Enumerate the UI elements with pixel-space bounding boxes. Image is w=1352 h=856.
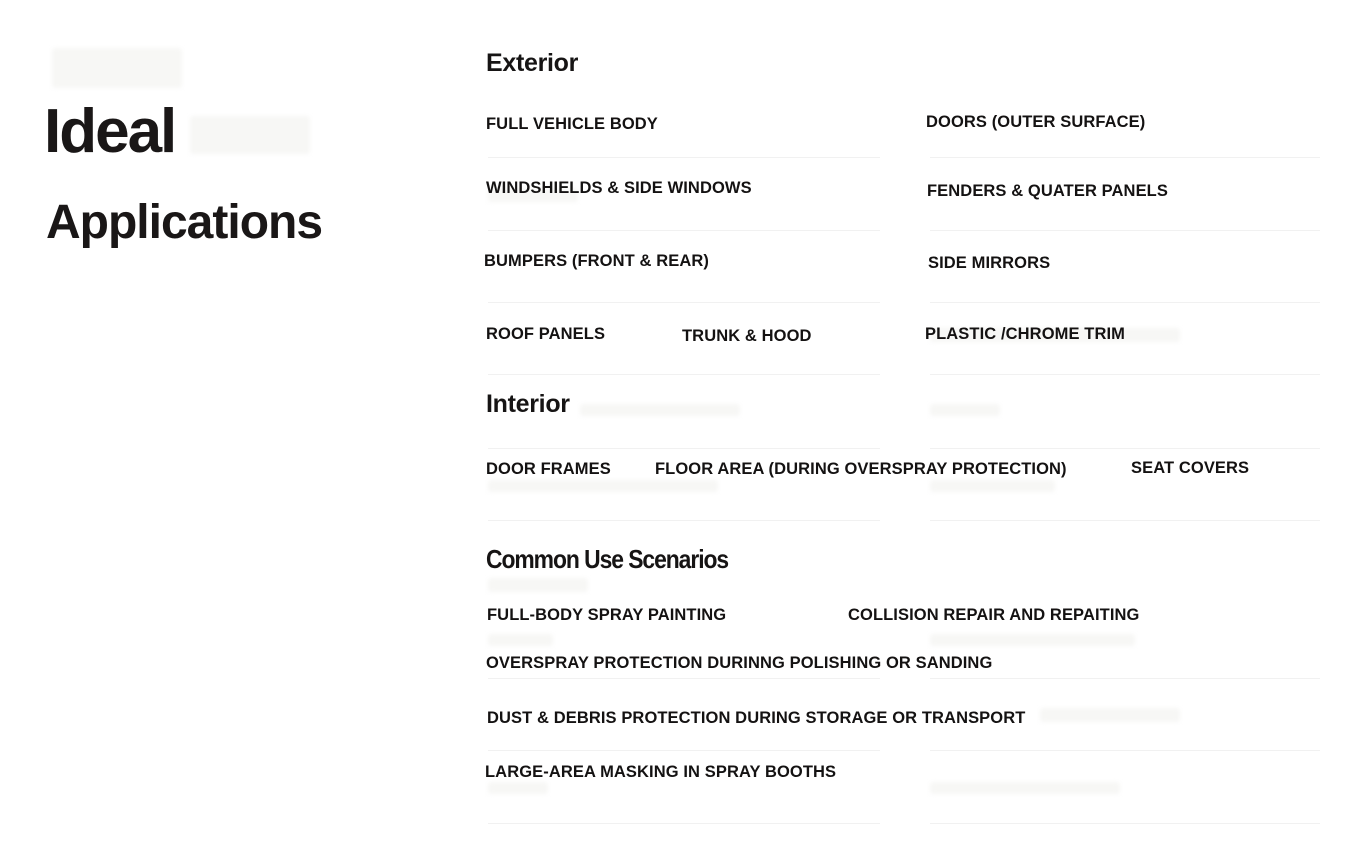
background-artifact <box>488 634 553 646</box>
divider <box>488 678 880 679</box>
divider <box>488 157 880 158</box>
background-artifact <box>488 782 548 794</box>
divider <box>488 374 880 375</box>
background-artifact <box>580 404 740 416</box>
divider <box>488 230 880 231</box>
interior-item-door-frames: DOOR FRAMES <box>486 460 611 478</box>
divider <box>930 678 1320 679</box>
interior-item-floor-area: FLOOR AREA (DURING OVERSPRAY PROTECTION) <box>655 460 1067 478</box>
divider <box>488 750 880 751</box>
exterior-item-bumpers: BUMPERS (FRONT & REAR) <box>484 252 709 270</box>
background-artifact <box>930 480 1055 492</box>
exterior-item-plastic-chrome-trim: PLASTIC /CHROME TRIM <box>925 325 1125 343</box>
background-artifact <box>488 578 588 592</box>
exterior-item-roof-panels: ROOF PANELS <box>486 325 606 343</box>
background-artifact <box>488 480 718 492</box>
page-title-line-1: Ideal <box>44 97 176 166</box>
background-artifact <box>930 782 1120 794</box>
exterior-item-trunk-hood: TRUNK & HOOD <box>682 327 812 345</box>
page-title-line-2: Applications <box>46 196 323 249</box>
divider <box>930 823 1320 824</box>
divider <box>488 448 880 449</box>
divider <box>930 157 1320 158</box>
section-heading-interior: Interior <box>486 390 570 418</box>
exterior-item-windshields-side-windows: WINDSHIELDS & SIDE WINDOWS <box>486 179 752 197</box>
exterior-item-doors-outer-surface: DOORS (OUTER SURFACE) <box>926 113 1146 131</box>
interior-item-seat-covers: SEAT COVERS <box>1131 459 1250 477</box>
background-artifact <box>1040 708 1180 722</box>
section-heading-exterior: Exterior <box>486 49 579 77</box>
exterior-item-full-vehicle-body: FULL VEHICLE BODY <box>486 115 658 133</box>
divider <box>930 750 1320 751</box>
scenario-item-full-body-spray-painting: FULL-BODY SPRAY PAINTING <box>487 606 727 624</box>
divider <box>488 520 880 521</box>
background-artifact <box>190 116 310 154</box>
section-heading-common-use-scenarios: Common Use Scenarios <box>486 544 729 574</box>
divider <box>930 302 1320 303</box>
divider <box>930 520 1320 521</box>
exterior-item-side-mirrors: SIDE MIRRORS <box>928 254 1051 272</box>
scenario-item-large-area-masking: LARGE-AREA MASKING IN SPRAY BOOTHS <box>485 763 837 781</box>
background-artifact <box>52 48 182 88</box>
divider <box>488 302 880 303</box>
background-artifact <box>930 404 1000 416</box>
background-artifact <box>930 634 1135 646</box>
divider <box>930 230 1320 231</box>
scenario-item-overspray-protection: OVERSPRAY PROTECTION DURINNG POLISHING OR SANDING <box>486 654 993 672</box>
divider <box>930 374 1320 375</box>
divider <box>930 448 1320 449</box>
exterior-item-fenders-quarter-panels: FENDERS & QUATER PANELS <box>927 182 1168 200</box>
divider <box>488 823 880 824</box>
scenario-item-dust-debris-protection: DUST & DEBRIS PROTECTION DURING STORAGE OR TRANSPORT <box>487 709 1026 727</box>
scenario-item-collision-repair: COLLISION REPAIR AND REPAITING <box>848 606 1140 624</box>
